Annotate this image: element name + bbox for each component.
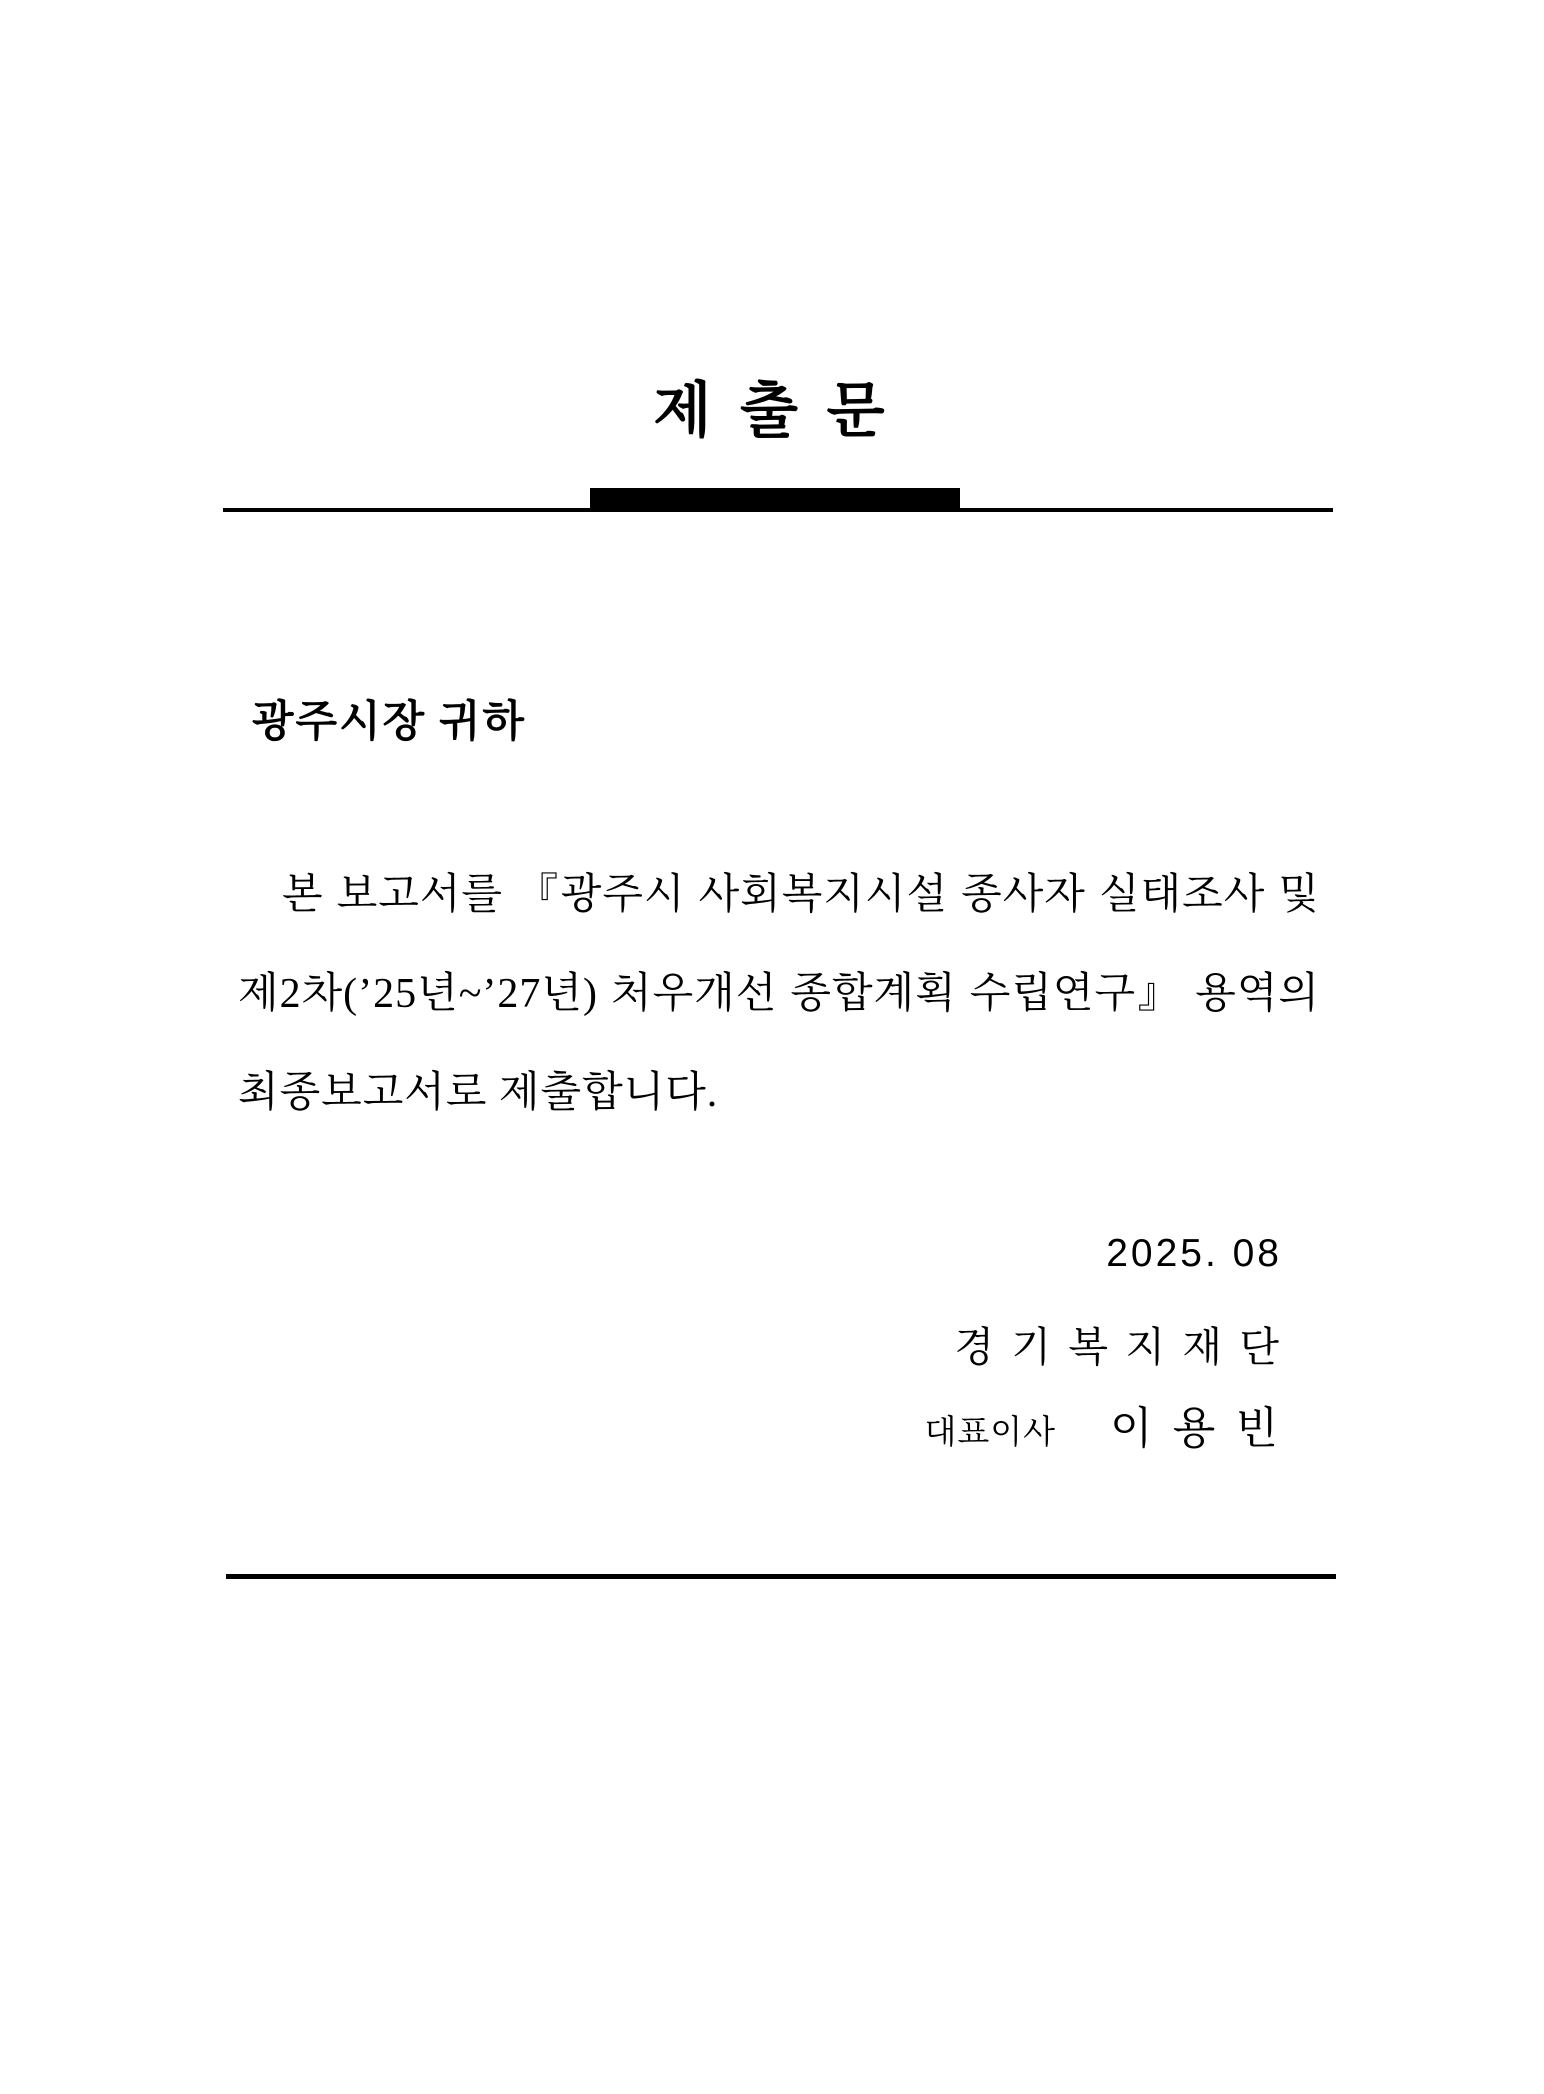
recipient-line: 광주시장 귀하 <box>252 699 526 746</box>
body-paragraph <box>238 846 1320 1143</box>
signer-name: 이 용 빈 <box>1110 1404 1282 1453</box>
footer-divider-rule <box>226 1574 1336 1579</box>
title-accent-bar <box>590 488 960 508</box>
signer-role: 대표이사 <box>924 1413 1057 1450</box>
body-line-2: 제2차(’25년~’27년) 처우개선 종합계획 수립연구』 용역의 <box>238 971 1320 1017</box>
body-line-3: 최종보고서로 제출합니다. <box>238 1070 719 1116</box>
body-line-1: 본 보고서를 『광주시 사회복지시설 종사자 실태조사 및 <box>282 872 1320 918</box>
date-line: 2025. 08 <box>1106 1232 1282 1275</box>
organization-line: 경 기 복 지 재 단 <box>954 1324 1282 1370</box>
signature-row <box>925 1392 1282 1456</box>
page-title: 제 출 문 <box>653 377 891 444</box>
title-divider-rule <box>223 508 1333 512</box>
